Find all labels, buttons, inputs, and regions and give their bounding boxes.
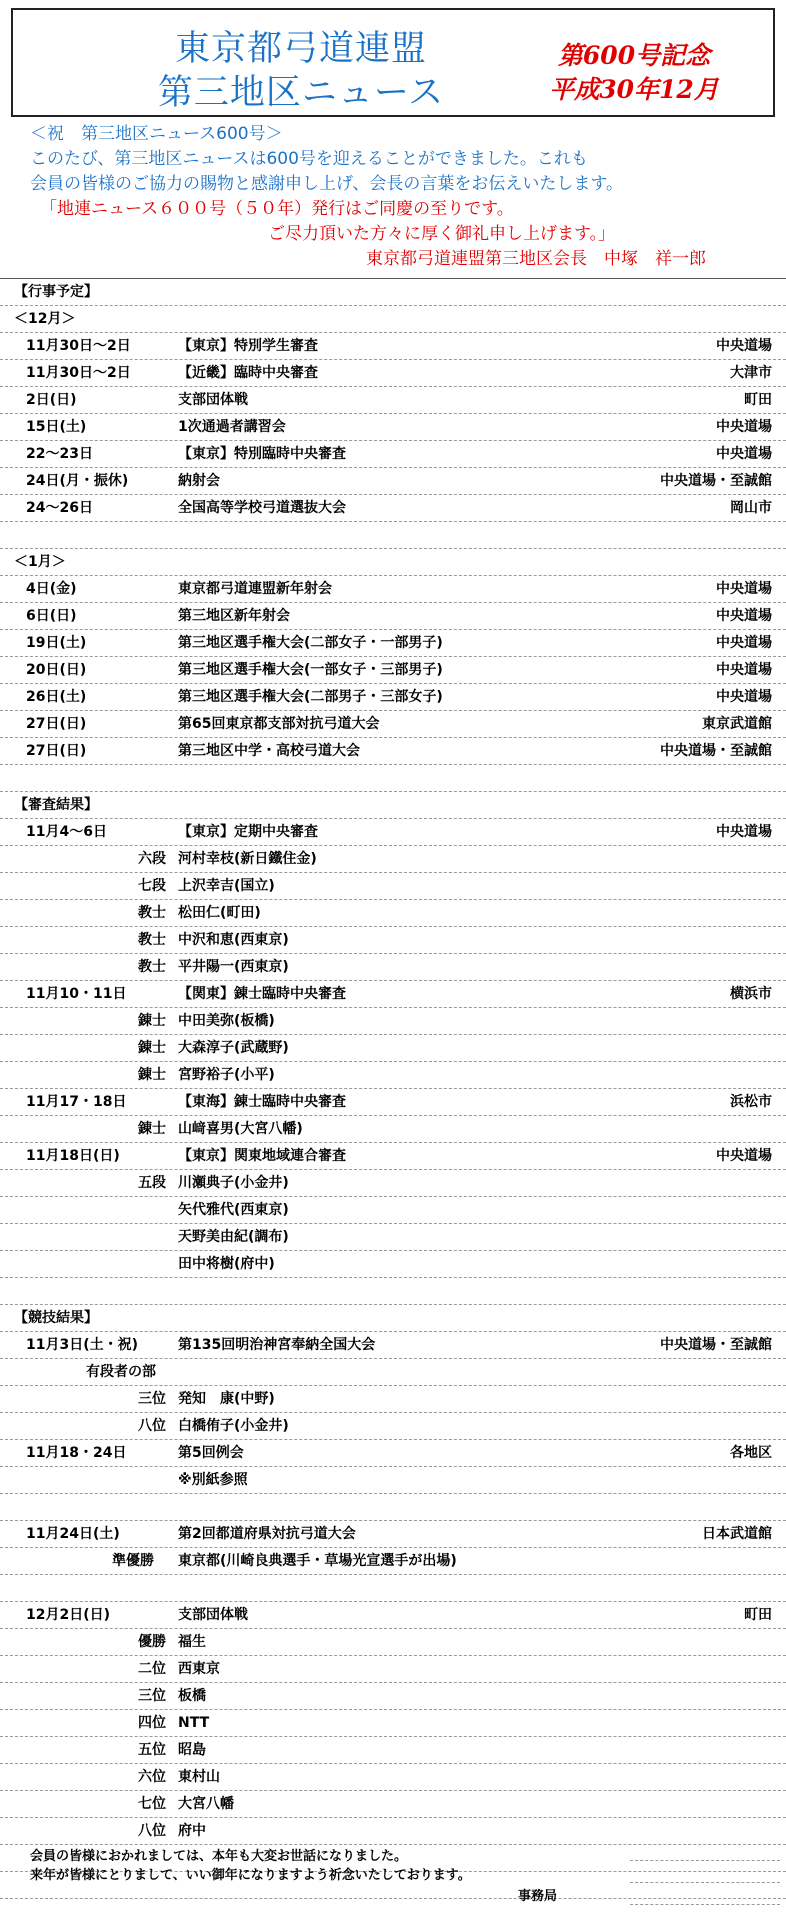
intro-line-2: 会員の皆様のご協力の賜物と感謝申し上げ、会長の言葉をお伝えいたします。 bbox=[30, 174, 623, 194]
exam-row: 教士 中沢和恵(西東京) bbox=[0, 927, 786, 954]
exam-row: 五段 川瀬典子(小金井) bbox=[0, 1170, 786, 1197]
intro-line-1: このたび、第三地区ニュースは600号を迎えることができました。これも bbox=[30, 149, 588, 169]
schedule-row: 24日(月・振休) 納射会 中央道場・至誠館 bbox=[0, 468, 786, 495]
exam-row: 七段 上沢幸吉(国立) bbox=[0, 873, 786, 900]
team-results-list bbox=[0, 1629, 786, 1845]
schedule-row: 26日(土) 第三地区選手権大会(二部男子・三部女子) 中央道場 bbox=[0, 684, 786, 711]
competition-heading: 【競技結果】 bbox=[14, 1310, 98, 1326]
header-title-line2: 第三地区ニュース bbox=[157, 73, 445, 113]
exam-row: 六段 河村幸枝(新日鐵住金) bbox=[0, 846, 786, 873]
divider bbox=[630, 1882, 780, 1883]
exam-row: 教士 松田仁(町田) bbox=[0, 900, 786, 927]
exam-row: 田中将樹(府中) bbox=[0, 1251, 786, 1278]
blank-row bbox=[0, 522, 786, 549]
exam-heading: 【審査結果】 bbox=[14, 797, 98, 813]
exam-row: 錬士 宮野裕子(小平) bbox=[0, 1062, 786, 1089]
competition-row: 三位 発知 康(中野) bbox=[0, 1386, 786, 1413]
president-signature: 東京都弓道連盟第三地区会長 中塚 祥一郎 bbox=[366, 249, 706, 269]
closing-line-2: 来年が皆様にとりまして、いい御年になりますよう祈念いたしております。 bbox=[30, 1868, 471, 1883]
december-list bbox=[0, 333, 786, 522]
competition-row: 有段者の部 bbox=[0, 1359, 786, 1386]
schedule-row: 2日(日) 支部団体戦 町田 bbox=[0, 387, 786, 414]
competition-row: 11月3日(土・祝) 第135回明治神宮奉納全国大会 中央道場・至誠館 bbox=[0, 1332, 786, 1359]
team-result-row: 優勝 福生 bbox=[0, 1629, 786, 1656]
exam-row: 錬士 山﨑喜男(大宮八幡) bbox=[0, 1116, 786, 1143]
competition-row: 12月2日(日) 支部団体戦 町田 bbox=[0, 1602, 786, 1629]
january-label: ＜1月＞ bbox=[14, 554, 66, 570]
schedule-section bbox=[0, 278, 786, 1899]
exam-list bbox=[0, 819, 786, 1278]
team-result-row: 四位 NTT bbox=[0, 1710, 786, 1737]
competition-row: 11月24日(土) 第2回都道府県対抗弓道大会 日本武道館 bbox=[0, 1521, 786, 1548]
president-quote-2: ご尽力頂いた方々に厚く御礼申し上げます。」 bbox=[268, 224, 616, 244]
team-result-row: 五位 昭島 bbox=[0, 1737, 786, 1764]
blank-row bbox=[0, 1494, 786, 1521]
header-title-line1: 東京都弓道連盟 bbox=[174, 29, 427, 69]
exam-row: 矢代雅代(西東京) bbox=[0, 1197, 786, 1224]
office-signature: 事務局 bbox=[518, 1889, 558, 1904]
team-result-row: 六位 東村山 bbox=[0, 1764, 786, 1791]
competition-row: ※別紙参照 bbox=[0, 1467, 786, 1494]
exam-row: 天野美由紀(調布) bbox=[0, 1224, 786, 1251]
team-result-row: 三位 板橋 bbox=[0, 1683, 786, 1710]
divider bbox=[630, 1860, 780, 1861]
schedule-row: 6日(日) 第三地区新年射会 中央道場 bbox=[0, 603, 786, 630]
schedule-row: 22～23日 【東京】特別臨時中央審査 中央道場 bbox=[0, 441, 786, 468]
schedule-row: 19日(土) 第三地区選手権大会(二部女子・一部男子) 中央道場 bbox=[0, 630, 786, 657]
competition-row: 八位 白橋侑子(小金井) bbox=[0, 1413, 786, 1440]
schedule-row: 4日(金) 東京都弓道連盟新年射会 中央道場 bbox=[0, 576, 786, 603]
schedule-row: 27日(日) 第65回東京都支部対抗弓道大会 東京武道館 bbox=[0, 711, 786, 738]
exam-row: 11月10・11日 【関東】錬士臨時中央審査 横浜市 bbox=[0, 981, 786, 1008]
schedule-row: 24～26日 全国高等学校弓道選抜大会 岡山市 bbox=[0, 495, 786, 522]
team-result-row: 七位 大宮八幡 bbox=[0, 1791, 786, 1818]
newsletter-header bbox=[11, 8, 775, 117]
schedule-row: 27日(日) 第三地区中学・高校弓道大会 中央道場・至誠館 bbox=[0, 738, 786, 765]
celebration-heading: ＜祝 第三地区ニュース600号＞ bbox=[30, 124, 283, 144]
team-result-row: 二位 西東京 bbox=[0, 1656, 786, 1683]
exam-row: 錬士 大森淳子(武蔵野) bbox=[0, 1035, 786, 1062]
competition-row: 準優勝 東京都(川崎良典選手・草場光宣選手が出場) bbox=[0, 1548, 786, 1575]
exam-row: 錬士 中田美弥(板橋) bbox=[0, 1008, 786, 1035]
schedule-heading: 【行事予定】 bbox=[14, 284, 98, 300]
divider bbox=[630, 1904, 780, 1905]
issue-date: 平成30年12月 bbox=[549, 75, 719, 104]
schedule-row: 15日(土) 1次通過者講習会 中央道場 bbox=[0, 414, 786, 441]
president-quote-1: 「地連ニュース６００号（５０年）発行はご同慶の至りです。 bbox=[40, 199, 514, 219]
exam-row: 11月18日(日) 【東京】関東地域連合審査 中央道場 bbox=[0, 1143, 786, 1170]
exam-row: 11月17・18日 【東海】錬士臨時中央審査 浜松市 bbox=[0, 1089, 786, 1116]
blank-row bbox=[0, 765, 786, 792]
competition-row: 11月18・24日 第5回例会 各地区 bbox=[0, 1440, 786, 1467]
schedule-row: 11月30日～2日 【東京】特別学生審査 中央道場 bbox=[0, 333, 786, 360]
closing-line-1: 会員の皆様におかれましては、本年も大変お世話になりました。 bbox=[30, 1849, 408, 1864]
blank-row bbox=[0, 1278, 786, 1305]
exam-row: 11月4～6日 【東京】定期中央審査 中央道場 bbox=[0, 819, 786, 846]
schedule-row: 20日(日) 第三地区選手権大会(一部女子・三部男子) 中央道場 bbox=[0, 657, 786, 684]
blank-row bbox=[0, 1575, 786, 1602]
team-result-row: 八位 府中 bbox=[0, 1818, 786, 1845]
january-list bbox=[0, 576, 786, 765]
december-label: ＜12月＞ bbox=[14, 311, 76, 327]
schedule-row: 11月30日～2日 【近畿】臨時中央審査 大津市 bbox=[0, 360, 786, 387]
issue-number: 第600号記念 bbox=[557, 41, 711, 70]
exam-row: 教士 平井陽一(西東京) bbox=[0, 954, 786, 981]
